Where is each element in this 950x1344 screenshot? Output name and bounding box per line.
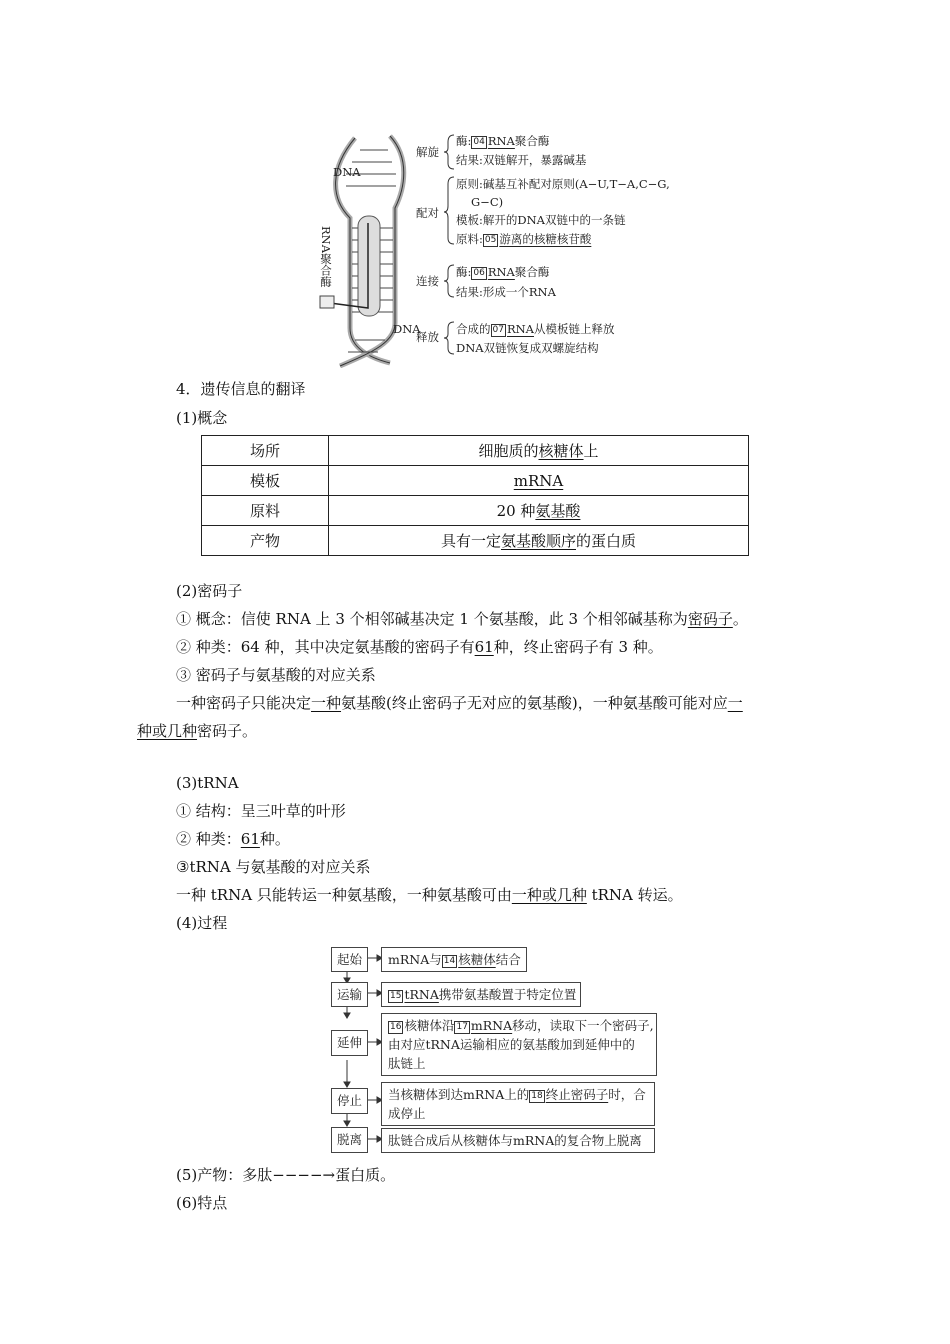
table-row bbox=[202, 466, 749, 496]
codon-types: ② 种类：64 种，其中决定氨基酸的密码子有61种，终止密码子有 3 种。 bbox=[176, 638, 663, 656]
trna-title: (3)tRNA bbox=[176, 774, 239, 792]
process-step-transport: 运输 bbox=[331, 982, 368, 1007]
table-value: 细胞质的核糖体上 bbox=[329, 436, 749, 466]
trna-types: ② 种类：61种。 bbox=[176, 830, 290, 848]
table-row bbox=[202, 526, 749, 556]
link-result: 结果:形成一个RNA bbox=[456, 285, 556, 299]
step-link: 连接 bbox=[416, 274, 439, 288]
codon-relation-title: ③ 密码子与氨基酸的对应关系 bbox=[176, 666, 376, 684]
pair-principle: 原则:碱基互补配对原则(A−U,T−A,C−G, bbox=[456, 177, 670, 191]
pair-principle-cont: G−C) bbox=[471, 195, 504, 209]
table-key: 场所 bbox=[202, 436, 329, 466]
table-row bbox=[202, 496, 749, 526]
unwind-enzyme: 酶: 04 RNA聚合酶 bbox=[456, 134, 550, 148]
release-line2: DNA双链恢复成双螺旋结构 bbox=[456, 341, 599, 355]
table-value: 具有一定氨基酸顺序的蛋白质 bbox=[329, 526, 749, 556]
process-desc-transport: 15 tRNA携带氨基酸置于特定位置 bbox=[381, 982, 581, 1007]
section-title: 4．遗传信息的翻译 bbox=[176, 380, 306, 398]
codon-relation-line1: 一种密码子只能决定一种氨基酸(终止密码子无对应的氨基酸)，一种氨基酸可能对应一 bbox=[176, 694, 743, 712]
transcription-diagram bbox=[0, 0, 950, 370]
codon-relation-line2: 种或几种密码子。 bbox=[137, 722, 258, 740]
table-key: 产物 bbox=[202, 526, 329, 556]
table-key: 原料 bbox=[202, 496, 329, 526]
table-row bbox=[202, 436, 749, 466]
rna-polymerase-label: RNA聚合酶 bbox=[319, 226, 333, 288]
unwind-result: 结果:双链解开，暴露碱基 bbox=[456, 153, 587, 167]
trna-relation-line: 一种 tRNA 只能转运一种氨基酸，一种氨基酸可由一种或几种 tRNA 转运。 bbox=[176, 886, 683, 904]
codon-concept: ① 概念：信使 RNA 上 3 个相邻碱基决定 1 个氨基酸，此 3 个相邻碱基称为密码子。 bbox=[176, 610, 748, 628]
trna-relation-title: ③tRNA 与氨基酸的对应关系 bbox=[176, 858, 371, 876]
process-desc-start: mRNA与 14 核糖体结合 bbox=[381, 947, 527, 972]
step-pair: 配对 bbox=[416, 206, 439, 220]
process-desc-elongate: 16 核糖体沿 17 mRNA移动，读取下一个密码子, 由对应tRNA运输相应的氨基酸加到延伸中的 肽链上 bbox=[381, 1013, 657, 1076]
brace-lines bbox=[440, 132, 456, 362]
dna-label-bottom: DNA bbox=[393, 322, 421, 336]
table-value: 20 种氨基酸 bbox=[329, 496, 749, 526]
process-desc-stop: 当核糖体到达mRNA上的 18 终止密码子时，合 成停止 bbox=[381, 1082, 655, 1126]
process-step-stop: 停止 bbox=[331, 1088, 368, 1114]
process-title: (4)过程 bbox=[176, 914, 228, 932]
process-step-elongate: 延伸 bbox=[331, 1030, 368, 1056]
process-step-start: 起始 bbox=[331, 947, 368, 972]
link-enzyme: 酶: 06 RNA聚合酶 bbox=[456, 265, 550, 279]
trna-structure: ① 结构：呈三叶草的叶形 bbox=[176, 802, 346, 820]
step-unwind: 解旋 bbox=[416, 145, 439, 159]
table-value: mRNA bbox=[329, 466, 749, 496]
concept-table bbox=[201, 435, 749, 556]
process-desc-detach: 肽链合成后从核糖体与mRNA的复合物上脱离 bbox=[381, 1128, 655, 1153]
step-release: 释放 bbox=[416, 330, 439, 344]
table-key: 模板 bbox=[202, 466, 329, 496]
features-title: (6)特点 bbox=[176, 1194, 228, 1212]
product-line: (5)产物：多肽−−−−→蛋白质。 bbox=[176, 1166, 396, 1184]
release-line1: 合成的 07 RNA从模板链上释放 bbox=[456, 322, 615, 336]
process-step-detach: 脱离 bbox=[331, 1127, 368, 1153]
pair-template: 模板:解开的DNA双链中的一条链 bbox=[456, 213, 626, 227]
pair-material: 原料: 05 游离的核糖核苷酸 bbox=[456, 232, 592, 246]
dna-label: DNA bbox=[333, 165, 361, 179]
concept-title: (1)概念 bbox=[176, 409, 228, 427]
codon-title: (2)密码子 bbox=[176, 582, 243, 600]
